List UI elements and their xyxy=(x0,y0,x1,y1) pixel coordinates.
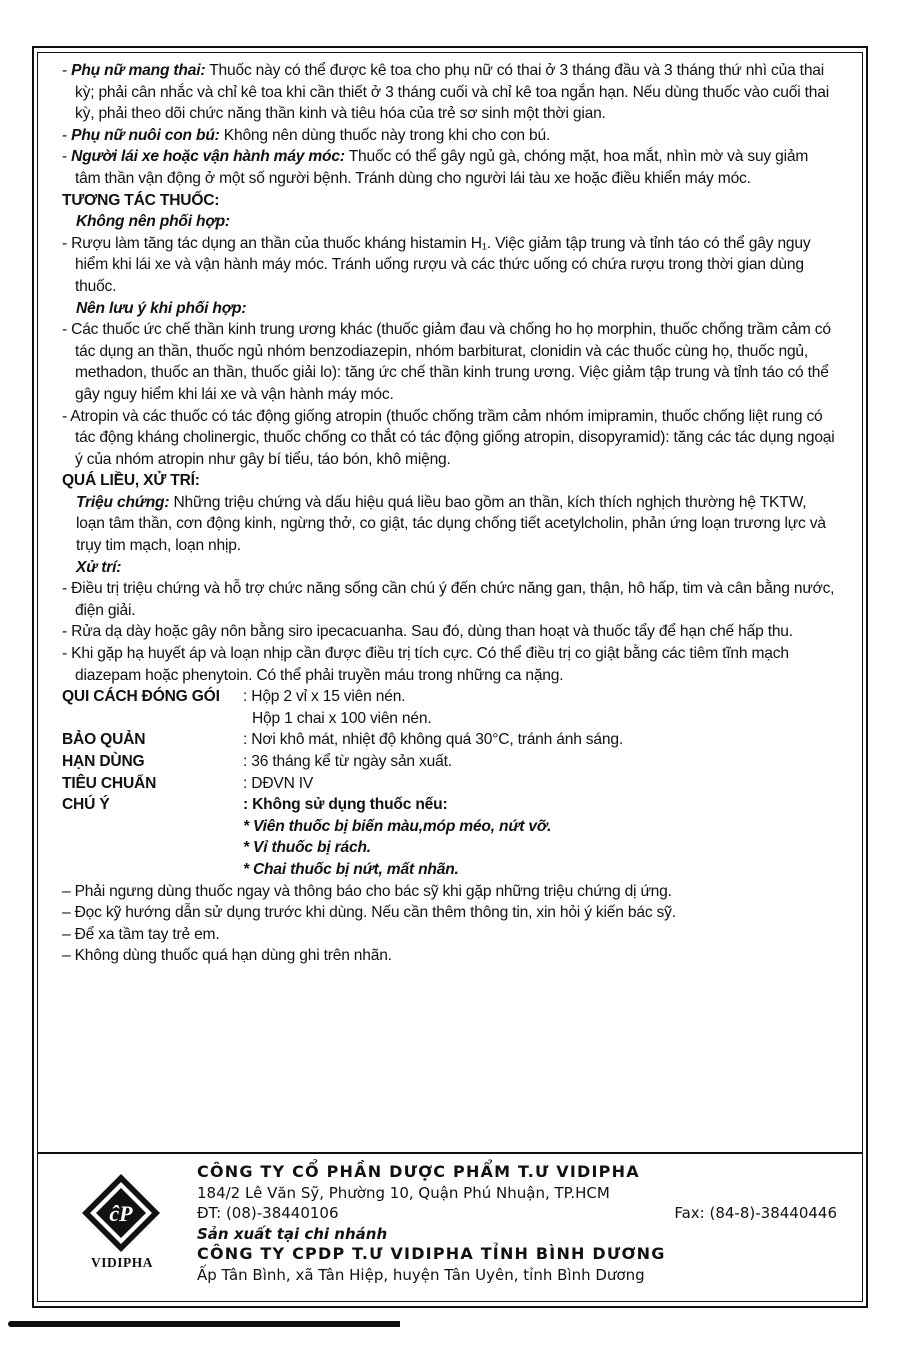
treatment-item: - Khi gặp hạ huyết áp và loạn nhịp cần được điều trị tích cực. Có thể điều trị co giật bằng các tiêm tĩnh mạch diazepam hoặc phenytoin. Có thể phải truyền máu trong những ca nặng. xyxy=(62,645,789,684)
driving-paragraph: - Người lái xe hoặc vận hành máy móc: Thuốc có thể gây ngủ gà, chóng mặt, hoa mắt, nhìn mờ và suy giảm tâm thần vận động ở một số người bệnh. Tránh dùng cho người lái tàu xe hoặc điều khiển máy móc. xyxy=(62,148,809,187)
company-footer xyxy=(62,1160,842,1300)
company-fax: Fax: (84-8)-38440446 xyxy=(674,1204,837,1222)
caution-label: Nên lưu ý khi phối hợp: xyxy=(76,299,247,317)
overdose-heading: QUÁ LIỀU, XỬ TRÍ: xyxy=(62,472,200,490)
storage-row: BẢO QUẢN : Nơi khô mát, nhiệt độ không quá 30°C, tránh ánh sáng. xyxy=(62,731,623,749)
company-info xyxy=(197,1162,837,1285)
branch-name: CÔNG TY CPDP T.Ư VIDIPHA TỈNH BÌNH DƯƠNG xyxy=(197,1244,666,1263)
caution-item: - Các thuốc ức chế thần kinh trung ương khác (thuốc giảm đau và chống ho họ morphin, thuốc chống trầm cảm có tác dụng an thần, thuốc ngủ nhóm benzodiazepin, nhóm barbiturat, clonidin và các thuốc cùng họ, thuốc ngủ, methadon, thuốc an thần, thuốc giải lo): tăng ức chế thần kinh trung ương. Việc giảm tập trung và tỉnh táo có thể gây nguy hiểm khi lái xe và vận hành máy móc. xyxy=(62,321,831,403)
logo-text: VIDIPHA xyxy=(90,1255,153,1270)
interactions-heading: TƯƠNG TÁC THUỐC: xyxy=(62,191,220,209)
svg-text:ĉP: ĉP xyxy=(109,1201,133,1226)
note-row: CHÚ Ý : Không sử dụng thuốc nếu: xyxy=(62,796,448,814)
warning-line: – Không dùng thuốc quá hạn dùng ghi trên nhãn. xyxy=(62,947,392,965)
note-item: * Chai thuốc bị nứt, mất nhãn. xyxy=(243,860,459,878)
contact-row xyxy=(197,1203,837,1224)
standard-row: TIÊU CHUẨN : DĐVN IV xyxy=(62,774,314,792)
company-phone: ĐT: (08)-38440106 xyxy=(197,1204,339,1222)
caution-item: - Atropin và các thuốc có tác động giống atropin (thuốc chống trầm cảm nhóm imipramin, thuốc chống liệt rung có tác động kháng cholinergic, thuốc chống co thắt có tác động giống atropin, disopyramid): tăng các tác dụng ngoại ý của nhóm atropin như gây bí tiểu, táo bón, khô miệng. xyxy=(62,407,835,468)
bottom-brush-stroke xyxy=(8,1321,400,1327)
warning-line: – Đọc kỹ hướng dẫn sử dụng trước khi dùng. Nếu cần thêm thông tin, xin hỏi ý kiến bác sỹ. xyxy=(62,904,676,922)
warning-line: – Để xa tầm tay trẻ em. xyxy=(62,925,220,943)
packaging-row: QUI CÁCH ĐÓNG GÓI : Hộp 2 vỉ x 15 viên nén. xyxy=(62,688,406,706)
not-combine-label: Không nên phối hợp: xyxy=(76,213,230,231)
company-address: 184/2 Lê Văn Sỹ, Phường 10, Quận Phú Nhuận, TP.HCM xyxy=(197,1183,610,1202)
company-name: CÔNG TY CỔ PHẦN DƯỢC PHẨM T.Ư VIDIPHA xyxy=(197,1162,640,1181)
treatment-item: - Rửa dạ dày hoặc gây nôn bằng siro ipecacuanha. Sau đó, dùng than hoạt và thuốc tẩy để hạn chế hấp thu. xyxy=(62,623,793,641)
footer-divider xyxy=(37,1152,863,1154)
note-item: * Vỉ thuốc bị rách. xyxy=(243,839,371,857)
treatment-label: Xử trí: xyxy=(76,558,122,576)
not-combine-item: - Rượu làm tăng tác dụng an thần của thuốc kháng histamin H₁. Việc giảm tập trung và tỉnh táo có thể gây nguy hiểm khi lái xe và vận hành máy móc. Tránh uống rượu và các thức uống có chứa rượu trong thời gian dùng thuốc. xyxy=(62,234,811,295)
vidipha-logo-icon xyxy=(80,1172,162,1254)
breastfeeding-paragraph: - Phụ nữ nuôi con bú: Không nên dùng thuốc này trong khi cho con bú. xyxy=(62,126,551,144)
leaflet-body xyxy=(62,60,837,967)
packaging-row-2: Hộp 1 chai x 100 viên nén. xyxy=(252,709,432,727)
branch-label: Sản xuất tại chi nhánh xyxy=(197,1224,388,1243)
branch-address: Ấp Tân Bình, xã Tân Hiệp, huyện Tân Uyên, tỉnh Bình Dương xyxy=(197,1265,645,1284)
symptoms-paragraph: Triệu chứng: Những triệu chứng và dấu hiệu quá liều bao gồm an thần, kích thích nghịch thường hệ TKTW, loạn tâm thần, cơn động kinh, ngừng thở, co giật, tác dụng chống tiết acetylcholin, phản ứng loạn trương lực và trụy tim mạch, loạn nhịp. xyxy=(76,493,826,555)
warning-line: – Phải ngưng dùng thuốc ngay và thông báo cho bác sỹ khi gặp những triệu chứng dị ứng. xyxy=(62,882,672,900)
pregnancy-paragraph: - Phụ nữ mang thai: Thuốc này có thể được kê toa cho phụ nữ có thai ở 3 tháng đầu và 3 tháng thứ nhì của thai kỳ; phải cân nhắc và chỉ kê toa khi cần thiết ở 3 tháng cuối và chỉ kê toa ngắn hạn. Nếu dùng thuốc vào cuối thai kỳ, phải theo dõi chức năng thần kinh và tiêu hóa của trẻ sơ sinh một thời gian. xyxy=(62,62,829,123)
shelf-life-row: HẠN DÙNG : 36 tháng kể từ ngày sản xuất. xyxy=(62,753,452,770)
treatment-item: - Điều trị triệu chứng và hỗ trợ chức năng sống cần chú ý đến chức năng gan, thận, hô hấp, tim và cân bằng nước, điện giải. xyxy=(62,580,835,619)
note-item: * Viên thuốc bị biến màu,móp méo, nứt vỡ. xyxy=(243,817,552,835)
